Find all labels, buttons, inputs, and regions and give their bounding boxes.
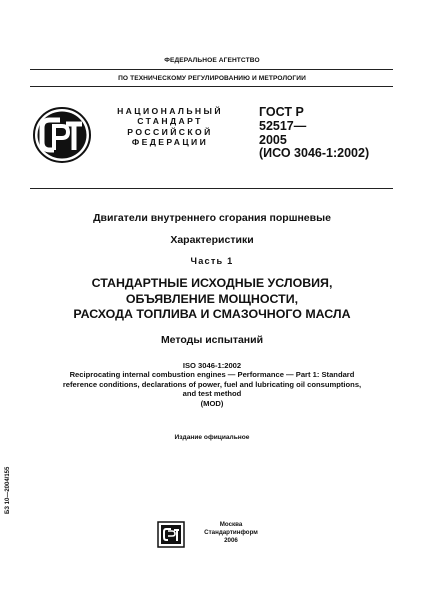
methods-title: Методы испытаний — [160, 334, 264, 346]
iso-desc-line: reference conditions, declarations of power, fuel and lubricating oil consumptions, — [62, 379, 362, 389]
main-title-line: СТАНДАРТНЫЕ ИСХОДНЫЕ УСЛОВИЯ, — [91, 276, 333, 290]
standard-number: 52517— — [259, 118, 307, 133]
main-title-line: ОБЪЯВЛЕНИЕ МОЩНОСТИ, — [125, 291, 299, 306]
publisher-city: Москва — [219, 521, 243, 528]
iso-code: ISO 3046-1:2002 — [182, 361, 242, 370]
national-line: НАЦИОНАЛЬНЫЙ — [117, 106, 223, 116]
title-line-2: Характеристики — [170, 234, 254, 246]
agency-line-2: ПО ТЕХНИЧЕСКОМУ РЕГУЛИРОВАНИЮ И МЕТРОЛОГИИ — [118, 75, 306, 82]
iso-desc-line: (MOD) — [200, 398, 224, 408]
divider — [30, 188, 393, 189]
standard-year: 2005 — [259, 132, 287, 147]
edition-label: Издание официальное — [174, 434, 250, 441]
iso-desc-line: Reciprocating internal combustion engines — Performance — Part 1: Standard — [69, 370, 355, 379]
main-title-line: РАСХОДА ТОПЛИВА И СМАЗОЧНОГО МАСЛА — [73, 307, 351, 321]
gost-emblem-icon — [32, 106, 92, 164]
main-title — [0, 276, 424, 323]
publisher-name: Стандартинформ — [204, 529, 258, 536]
publisher-year: 2006 — [224, 537, 238, 544]
part-label: Часть 1 — [190, 256, 234, 266]
divider — [30, 69, 393, 70]
national-line: СТАНДАРТ — [137, 116, 203, 127]
standard-iso-ref: (ИСО 3046-1:2002) — [259, 146, 370, 161]
publisher — [196, 521, 266, 545]
divider — [30, 86, 393, 87]
agency-line-1: ФЕДЕРАЛЬНОЕ АГЕНТСТВО — [164, 57, 260, 64]
standard-designation — [259, 106, 369, 161]
standard-code: ГОСТ Р — [259, 105, 304, 119]
side-code: БЗ 10—2004/155 — [5, 466, 11, 514]
iso-description — [52, 370, 372, 408]
national-line: ФЕДЕРАЦИИ — [131, 137, 209, 148]
national-line: РОССИЙСКОЙ — [127, 126, 213, 137]
publisher-logo-icon — [157, 521, 185, 548]
national-standard-label — [112, 106, 228, 148]
iso-desc-line: and test method — [182, 389, 242, 399]
title-line-1: Двигатели внутреннего сгорания поршневые — [93, 212, 331, 224]
